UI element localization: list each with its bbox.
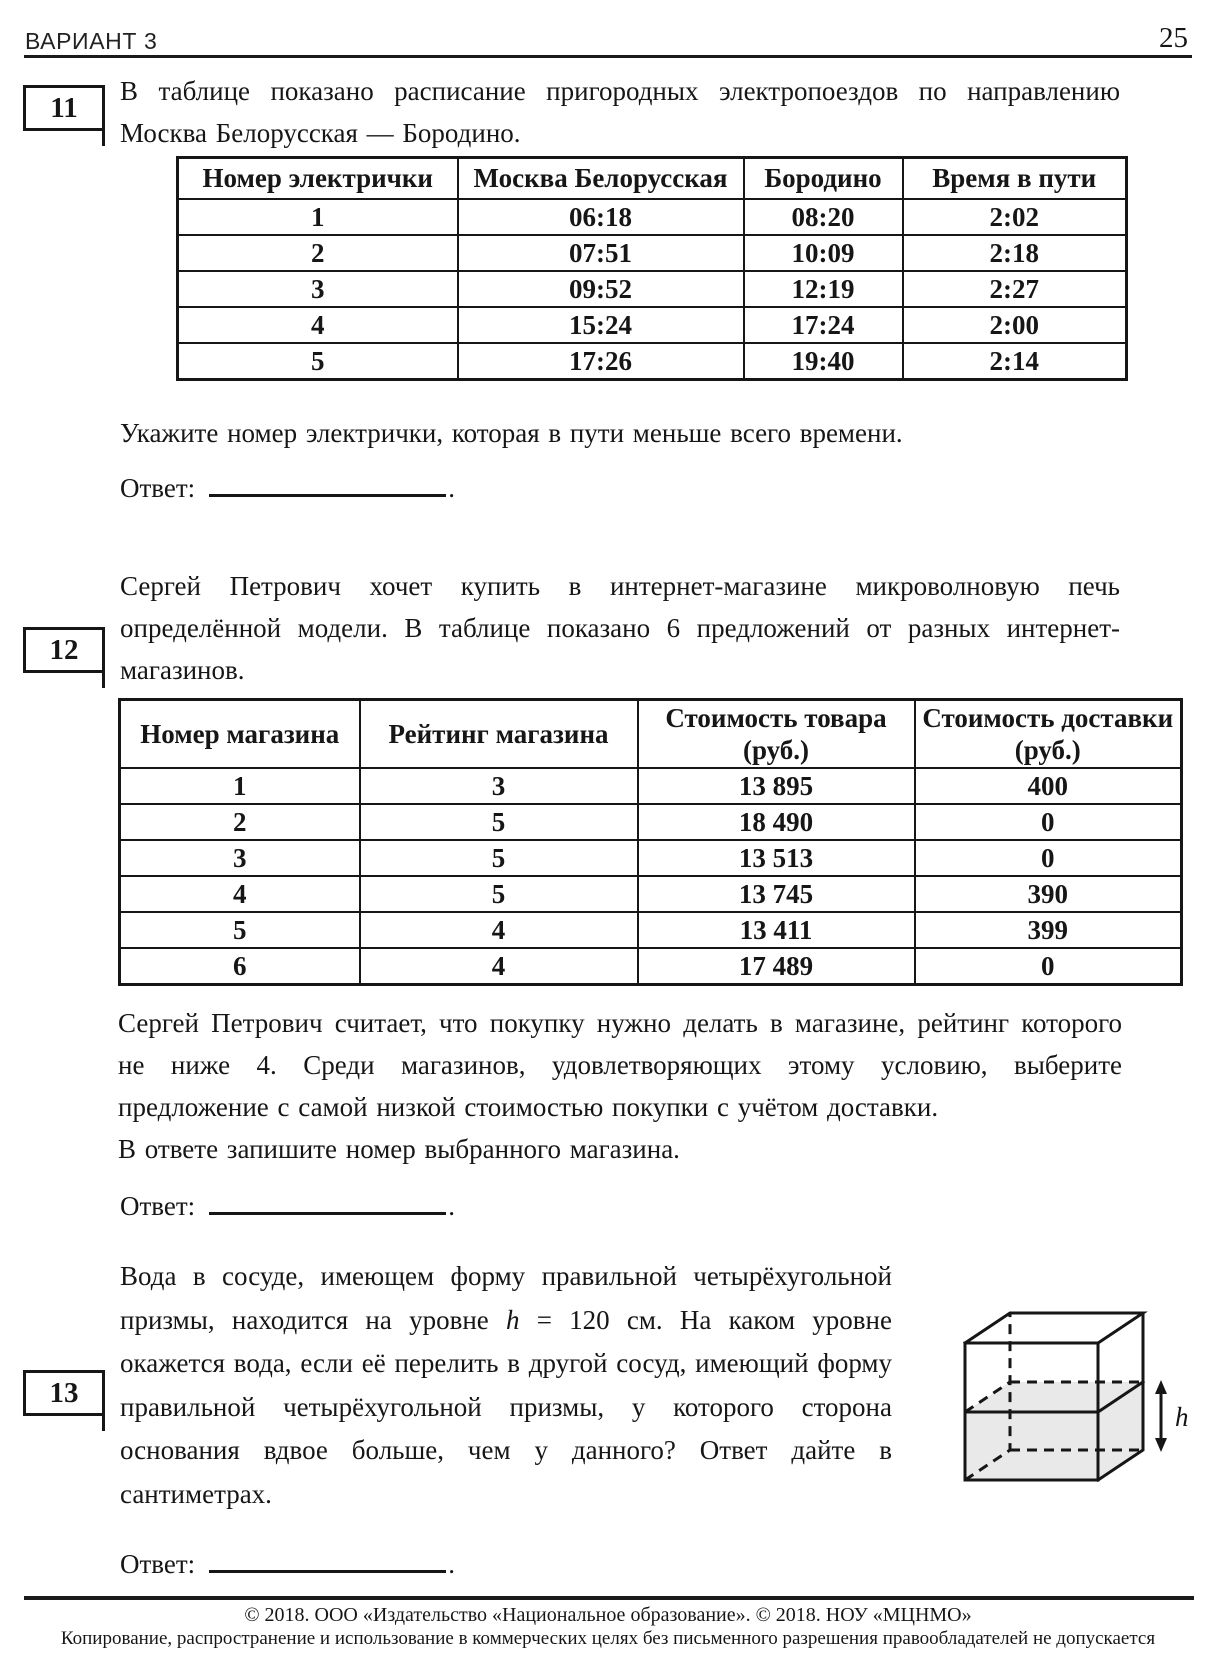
cell: 399 <box>915 912 1182 948</box>
problem-11-intro: В таблице показано расписание пригородных электропоездов по направлению Москва Белорусская — Бородино. <box>120 76 1120 148</box>
problem-13-answer <box>120 1548 455 1580</box>
table-row <box>178 271 1127 307</box>
cell: 12:19 <box>744 271 903 307</box>
problem-11-answer <box>120 472 455 504</box>
cell: 2 <box>178 235 458 271</box>
cell: 08:20 <box>744 199 903 235</box>
problem-12-question-text: Сергей Петрович считает, что покупку нужно делать в магазине, рейтинг которого не ниже 4. Среди магазинов, удовлетворяющих этому условию, выберите предложение с самой низкой стоимостью покупки с учётом доставки. <box>118 1008 1122 1122</box>
cell: 15:24 <box>458 307 744 343</box>
problem-13-number-box <box>23 1370 105 1416</box>
table-row <box>120 912 1182 948</box>
problem-11-question: Укажите номер электрички, которая в пути меньше всего времени. <box>120 418 903 448</box>
cell: 2:14 <box>903 343 1127 380</box>
cell: 13 513 <box>638 840 915 876</box>
cell: 3 <box>120 840 360 876</box>
problem-12-question-note: В ответе запишите номер выбранного магазина. <box>118 1134 680 1164</box>
cell: 13 411 <box>638 912 915 948</box>
cell: 5 <box>178 343 458 380</box>
problem-12-intro: Сергей Петрович хочет купить в интернет-магазине микроволновую печь определённой модели. В таблице показано 6 предложений от разных интернет-магазинов. <box>120 571 1120 685</box>
problem-13-number: 13 <box>49 1376 79 1409</box>
cell: 400 <box>915 768 1182 804</box>
column-header: Бородино <box>744 158 903 200</box>
problem-12-number-box <box>23 627 105 673</box>
answer-blank <box>209 472 446 497</box>
cell: 2 <box>120 804 360 840</box>
answer-label: Ответ: <box>120 1191 196 1221</box>
cell: 2:27 <box>903 271 1127 307</box>
problem-12-answer <box>120 1190 455 1222</box>
column-header: Москва Белорусская <box>458 158 744 200</box>
cell: 19:40 <box>744 343 903 380</box>
cell: 0 <box>915 948 1182 985</box>
table-header-row <box>178 158 1127 200</box>
cell: 18 490 <box>638 804 915 840</box>
cell: 17:24 <box>744 307 903 343</box>
page-number: 25 <box>1159 22 1188 54</box>
answer-label: Ответ: <box>120 1549 196 1579</box>
cell: 17 489 <box>638 948 915 985</box>
column-header: Стоимость товара (руб.) <box>638 700 915 769</box>
table-row <box>120 948 1182 985</box>
cell: 1 <box>120 768 360 804</box>
problem-11-number: 11 <box>50 91 78 124</box>
train-schedule-table <box>176 156 1128 381</box>
cell: 13 745 <box>638 876 915 912</box>
cell: 09:52 <box>458 271 744 307</box>
cell: 0 <box>915 840 1182 876</box>
cell: 10:09 <box>744 235 903 271</box>
top-face-edges <box>965 1313 1143 1343</box>
h-arrow <box>1155 1380 1167 1452</box>
cell: 390 <box>915 876 1182 912</box>
table-row <box>178 235 1127 271</box>
cell: 1 <box>178 199 458 235</box>
cell: 4 <box>178 307 458 343</box>
cell: 3 <box>360 768 638 804</box>
problem-12-question <box>118 1002 1122 1170</box>
cell: 2:18 <box>903 235 1127 271</box>
column-header: Стоимость доставки (руб.) <box>915 700 1182 769</box>
answer-period: . <box>448 1549 455 1579</box>
cell: 07:51 <box>458 235 744 271</box>
cell: 13 895 <box>638 768 915 804</box>
header-rule <box>24 55 1192 58</box>
table-row <box>120 876 1182 912</box>
cell: 5 <box>360 876 638 912</box>
cell: 2:02 <box>903 199 1127 235</box>
answer-label: Ответ: <box>120 473 196 503</box>
cell: 4 <box>360 912 638 948</box>
height-variable: h <box>505 1304 520 1335</box>
problem-13-text <box>120 1255 892 1516</box>
table-row <box>120 840 1182 876</box>
column-header: Номер электрички <box>178 158 458 200</box>
cell: 5 <box>120 912 360 948</box>
variant-label: ВАРИАНТ 3 <box>25 28 158 54</box>
table-header-row <box>120 700 1182 769</box>
answer-blank <box>209 1190 446 1215</box>
h-arrow-head-top <box>1155 1380 1167 1394</box>
cell: 4 <box>120 876 360 912</box>
problem-11-number-box <box>23 85 105 131</box>
cell: 17:26 <box>458 343 744 380</box>
copying-notice: Копирование, распространение и использование в коммерческих целях без письменного разрешения правообладателей не допускается <box>60 1628 1156 1649</box>
cell: 5 <box>360 840 638 876</box>
table-row <box>120 768 1182 804</box>
problem-13-text-part1: Вода в сосуде, имеющем форму правильной четырёхугольной призмы, находится на уровне <box>120 1261 892 1335</box>
column-header: Время в пути <box>903 158 1127 200</box>
column-header: Номер магазина <box>120 700 360 769</box>
water-front-face <box>965 1412 1098 1480</box>
cell: 6 <box>120 948 360 985</box>
h-arrow-head-bottom <box>1155 1438 1167 1452</box>
problem-12-number: 12 <box>49 633 79 666</box>
table-row <box>178 199 1127 235</box>
cell: 5 <box>360 804 638 840</box>
table-row <box>178 307 1127 343</box>
table-row <box>178 343 1127 380</box>
cell: 2:00 <box>903 307 1127 343</box>
cell: 0 <box>915 804 1182 840</box>
table-row <box>120 804 1182 840</box>
cell: 06:18 <box>458 199 744 235</box>
problem-13-text-part2: = 120 см. На каком уровне окажется вода, если её перелить в другой сосуд, имеющий форму правильной четырёхугольной призмы, у которого сторона основания вдвое больше, чем у данного? Ответ дайте в сантиметрах. <box>120 1304 892 1509</box>
cell: 3 <box>178 271 458 307</box>
column-header: Рейтинг магазина <box>360 700 638 769</box>
answer-period: . <box>448 1191 455 1221</box>
answer-blank <box>209 1548 446 1573</box>
shop-offers-table <box>118 698 1183 986</box>
prism-figure <box>943 1298 1199 1494</box>
answer-period: . <box>448 473 455 503</box>
cell: 4 <box>360 948 638 985</box>
copyright-line: © 2018. ООО «Издательство «Национальное образование». © 2018. НОУ «МЦНМО» <box>244 1604 972 1626</box>
footer-rule <box>24 1596 1194 1600</box>
h-label: h <box>1175 1402 1189 1432</box>
